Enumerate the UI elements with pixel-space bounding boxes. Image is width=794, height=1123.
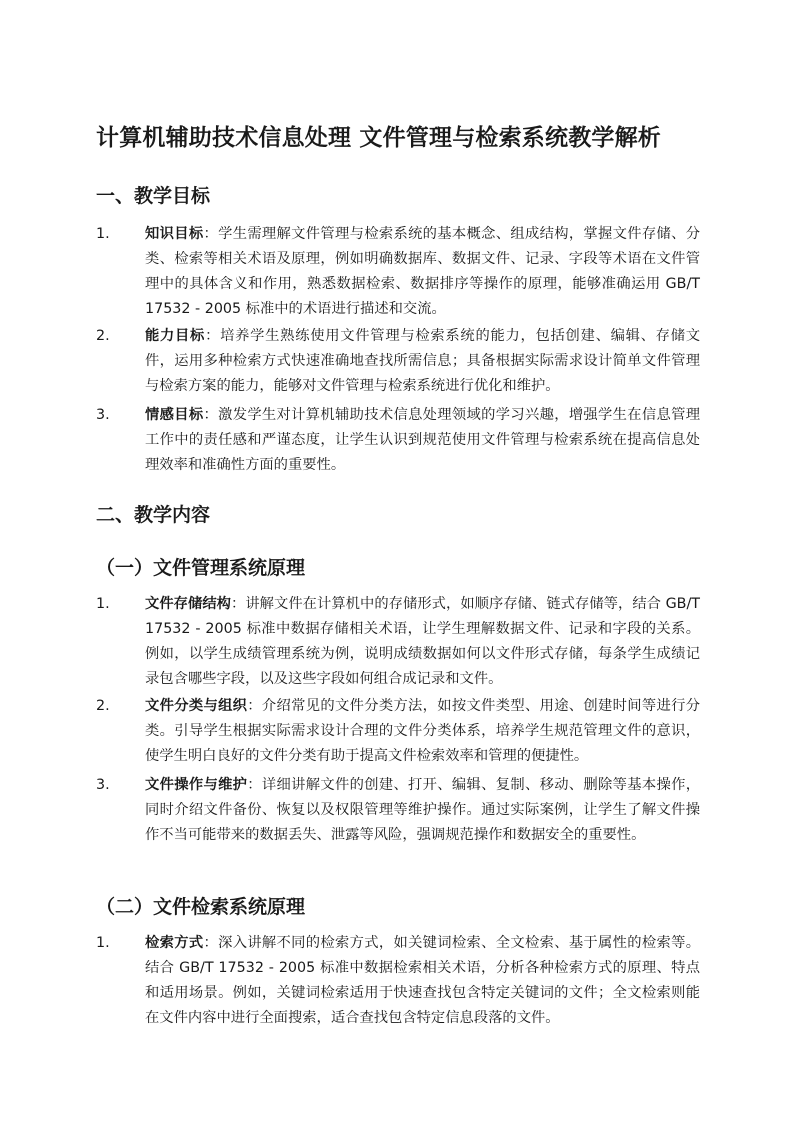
list-item-text: 介绍常见的文件分类方法，如按文件类型、用途、创建时间等进行分类。引导学生根据实际需求设计合理的文件分类体系，培养学生规范管理文件的意识，使学生明白良好的文件分类有助于提高文件检索效率和管理的便捷性。 [145, 698, 701, 764]
term-separator: ： [231, 596, 246, 612]
term-separator: ： [203, 226, 219, 242]
list-item-body [145, 694, 700, 769]
list-item-body [145, 324, 700, 399]
list-item-term: 知识目标 [145, 226, 204, 242]
list-number: 3. [96, 777, 110, 793]
list-item-text: 详细讲解文件的创建、打开、编辑、复制、移动、删除等基本操作，同时介绍文件备份、恢复以及权限管理等维护操作。通过实际案例，让学生了解文件操作不当可能带来的数据丢失、泄露等风险，强调规范操作和数据安全的重要性。 [145, 777, 701, 843]
list-item-text: 讲解文件在计算机中的存储形式，如顺序存储、链式存储等，结合 GB/T 17532 - 2005 标准中数据存储相关术语，让学生理解数据文件、记录和字段的关系。例如，以学生成绩管理系统为例，说明成绩数据如何以文件形式存储，每条学生成绩记录包含哪些字段，以及这些字段如何组合成记录和文件。 [145, 596, 701, 687]
list-item-term: 文件存储结构 [145, 596, 231, 612]
list-item-term: 能力目标 [145, 328, 206, 344]
list-item-knowledge-goal [96, 222, 700, 322]
list-item-classification [96, 694, 700, 769]
list-item-text: 深入讲解不同的检索方式，如关键词检索、全文检索、基于属性的检索等。结合 GB/T 17532 - 2005 标准中数据检索相关术语，分析各种检索方式的原理、特点和适用场景。例如，关键词检索适用于快速查找包含特定关键词的文件；全文检索则能在文件内容中进行全面搜索，适合查找包含特定信息段落的文件。 [145, 935, 701, 1026]
list-number: 2. [96, 698, 110, 714]
list-number: 2. [96, 328, 110, 344]
list-item-text: 激发学生对计算机辅助技术信息处理领域的学习兴趣，增强学生在信息管理工作中的责任感和严谨态度，让学生认识到规范使用文件管理与检索系统在提高信息处理效率和准确性方面的重要性。 [145, 407, 701, 473]
term-separator: ： [247, 698, 262, 714]
list-item-operations [96, 773, 700, 848]
subsection-heading-file-retrieval: （二）文件检索系统原理 [96, 896, 306, 918]
list-item-ability-goal [96, 324, 700, 399]
section-heading-teaching-content: 二、教学内容 [96, 504, 211, 526]
list-item-term: 情感目标 [145, 407, 204, 423]
list-item-body [145, 222, 700, 322]
term-separator: ： [247, 777, 262, 793]
list-number: 3. [96, 407, 110, 423]
term-separator: ： [203, 935, 219, 951]
list-number: 1. [96, 596, 110, 612]
term-separator: ： [205, 328, 221, 344]
list-item-body [145, 403, 700, 478]
list-number: 1. [96, 226, 110, 242]
section-heading-teaching-goals: 一、教学目标 [96, 185, 211, 207]
list-item-body [145, 592, 700, 692]
list-item-retrieval-methods [96, 931, 700, 1031]
list-number: 1. [96, 935, 110, 951]
list-item-text: 学生需理解文件管理与检索系统的基本概念、组成结构，掌握文件存储、分类、检索等相关术语及原理，例如明确数据库、数据文件、记录、字段等术语在文件管理中的具体含义和作用，熟悉数据检索、数据排序等操作的原理，能够准确运用 GB/T 17532 - 2005 标准中的术语进行描述和交流。 [145, 226, 701, 317]
list-item-body [145, 773, 700, 848]
list-item-emotion-goal [96, 403, 700, 478]
list-item-text: 培养学生熟练使用文件管理与检索系统的能力，包括创建、编辑、存储文件，运用多种检索方式快速准确地查找所需信息；具备根据实际需求设计简单文件管理与检索方案的能力，能够对文件管理与检索系统进行优化和维护。 [145, 328, 701, 394]
list-item-body [145, 931, 700, 1031]
document-title: 计算机辅助技术信息处理 文件管理与检索系统教学解析 [96, 125, 662, 151]
list-item-storage-structure [96, 592, 700, 692]
list-item-term: 检索方式 [145, 935, 204, 951]
term-separator: ： [203, 407, 219, 423]
subsection-heading-file-management: （一）文件管理系统原理 [96, 557, 306, 579]
list-item-term: 文件操作与维护 [145, 777, 248, 793]
list-item-term: 文件分类与组织 [145, 698, 248, 714]
